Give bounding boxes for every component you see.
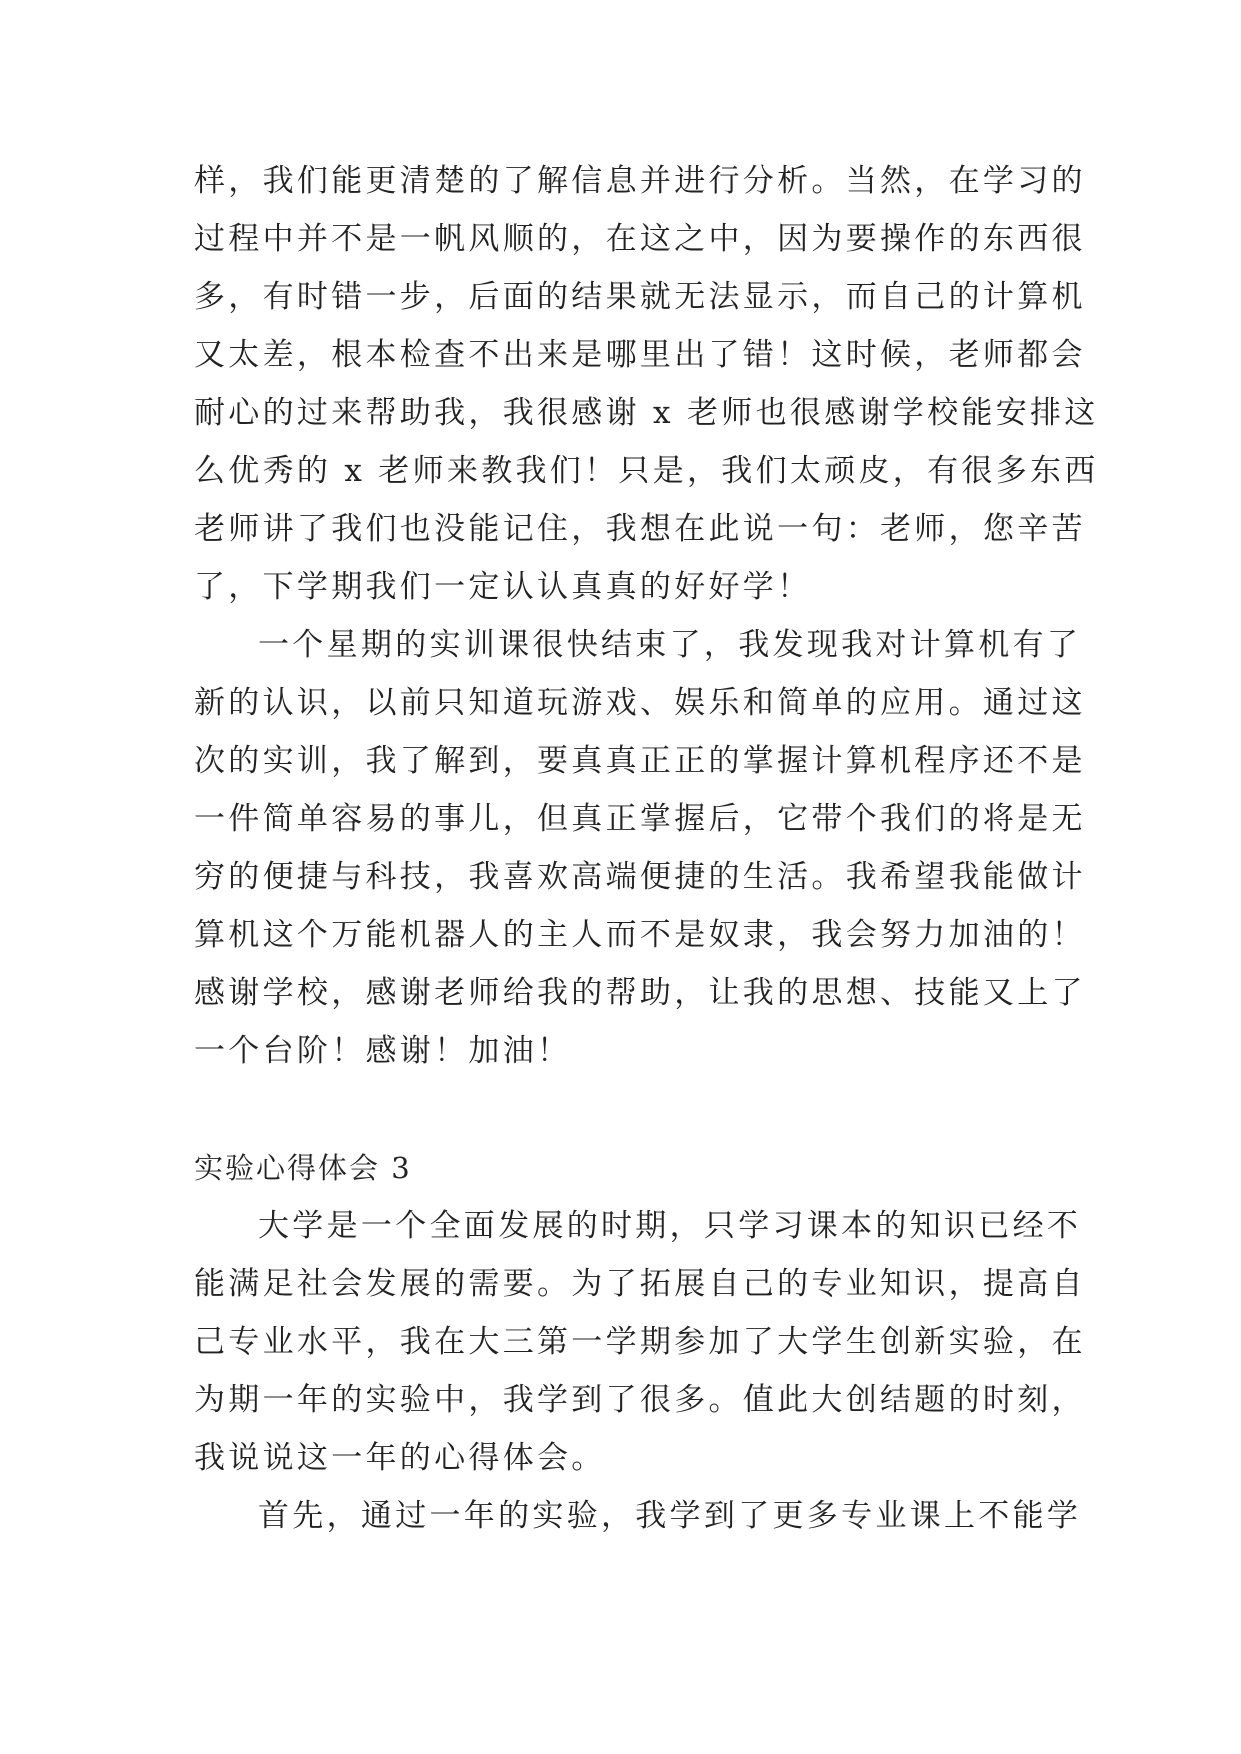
paragraph-line: 老师讲了我们也没能记住，我想在此说一句：老师，您辛苦 <box>194 511 1086 547</box>
paragraph-line: 首先，通过一年的实验，我学到了更多专业课上不能学 <box>258 1498 1082 1534</box>
paragraph-line: 耐心的过来帮助我，我很感谢 x 老师也很感谢学校能安排这 <box>194 395 1099 431</box>
paragraph-line: 么优秀的 x 老师来教我们！只是，我们太顽皮，有很多东西 <box>194 453 1099 489</box>
paragraph-line: 过程中并不是一帆风顺的，在这之中，因为要操作的东西很 <box>194 221 1086 257</box>
paragraph-line: 新的认识，以前只知道玩游戏、娱乐和简单的应用。通过这 <box>194 685 1086 721</box>
paragraph-line: 多，有时错一步，后面的结果就无法显示，而自己的计算机 <box>194 279 1086 315</box>
paragraph-line: 穷的便捷与科技，我喜欢高端便捷的生活。我希望我能做计 <box>194 859 1086 895</box>
paragraph-line: 次的实训，我了解到，要真真正正的掌握计算机程序还不是 <box>194 743 1086 779</box>
paragraph-line: 算机这个万能机器人的主人而不是奴隶，我会努力加油的！ <box>194 917 1086 953</box>
paragraph-line: 又太差，根本检查不出来是哪里出了错！这时候，老师都会 <box>194 337 1086 373</box>
paragraph-line: 一个台阶！感谢！加油！ <box>194 1033 572 1069</box>
paragraph-line: 能满足社会发展的需要。为了拓展自己的专业知识，提高自 <box>194 1266 1086 1302</box>
paragraph-line: 样，我们能更清楚的了解信息并进行分析。当然，在学习的 <box>194 163 1086 199</box>
paragraph-line: 感谢学校，感谢老师给我的帮助，让我的思想、技能又上了 <box>194 975 1086 1011</box>
paragraph-line: 大学是一个全面发展的时期，只学习课本的知识已经不 <box>258 1208 1082 1244</box>
paragraph-line: 我说说这一年的心得体会。 <box>194 1440 606 1476</box>
paragraph-line: 一件简单容易的事儿，但真正掌握后，它带个我们的将是无 <box>194 801 1086 837</box>
paragraph-line: 为期一年的实验中，我学到了很多。值此大创结题的时刻， <box>194 1382 1086 1418</box>
paragraph-line: 一个星期的实训课很快结束了，我发现我对计算机有了 <box>258 627 1082 663</box>
paragraph-line: 了，下学期我们一定认认真真的好好学！ <box>194 569 812 605</box>
paragraph-line: 己专业水平，我在大三第一学期参加了大学生创新实验，在 <box>194 1324 1086 1360</box>
section-heading: 实验心得体会 3 <box>194 1151 412 1185</box>
